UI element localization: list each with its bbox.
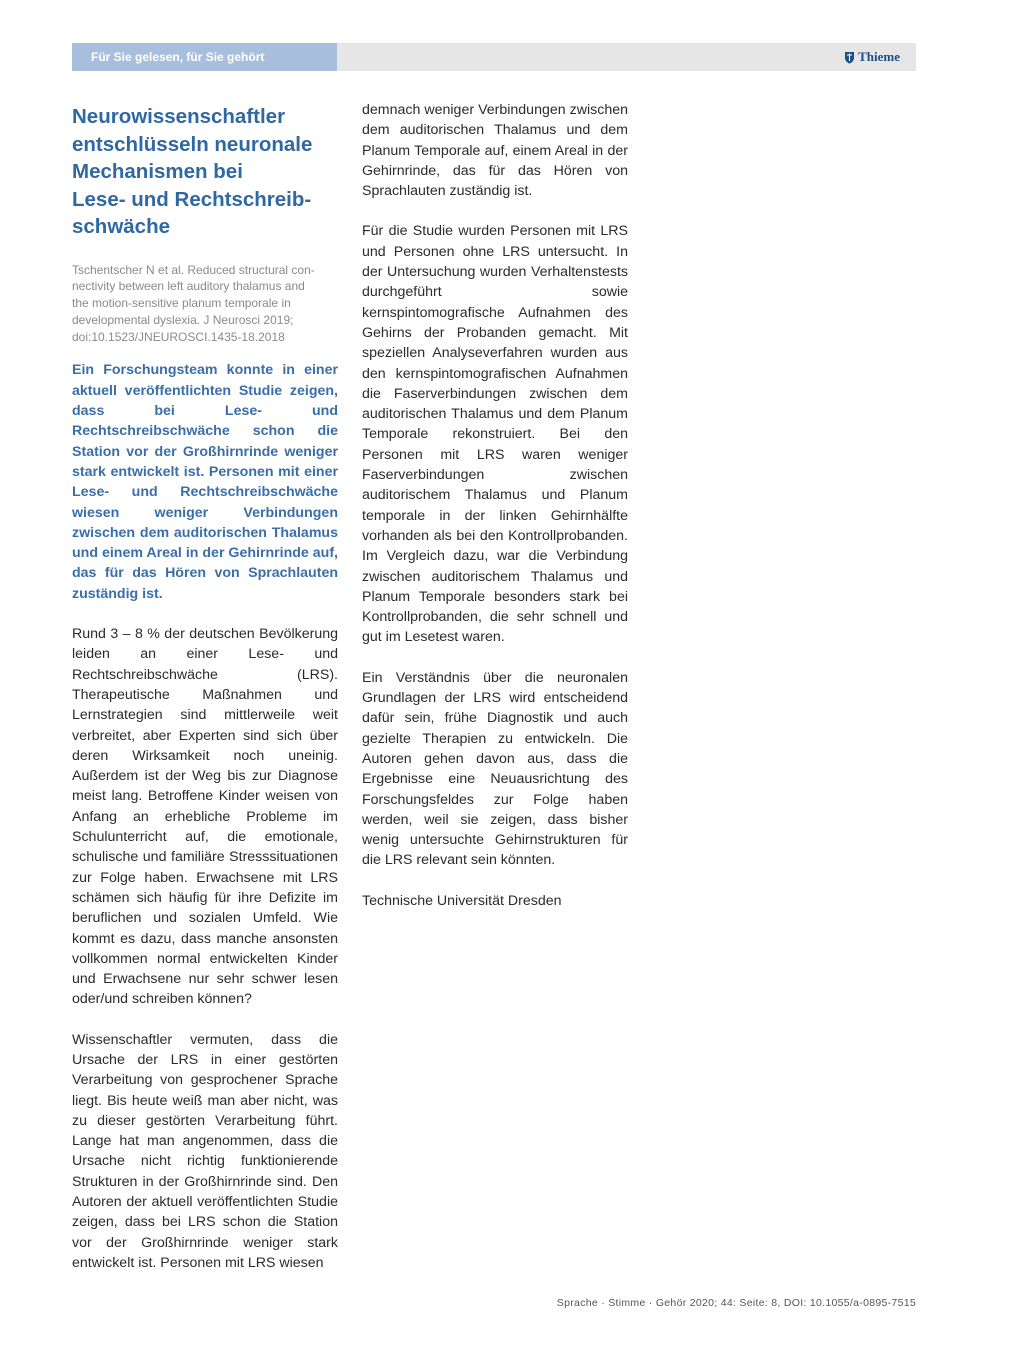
title-line: Lese- und Rechtschreib- [72,187,312,211]
citation-line: nectivity between left auditory thalamus and [72,279,305,294]
body-paragraph: demnach weniger Verbindungen zwischen dem auditorischen Thalamus und dem Planum Temporale auf, einem Areal in der Gehirnrinde, das für das Hören von Sprachlauten zuständig ist. [362,102,628,200]
citation-line: the motion-sensitive planum temporale in [72,296,291,311]
body-paragraph: Wissenschaftler vermuten, dass die Ursache der LRS in einer gestörten Verarbeitung von gesprochener Sprache liegt. Bis heute weiß man aber nicht, was zu dieser gestörten Verarbeitung führt. Lange hat man angenommen, dass die Ursache nicht richtig funktionierende Strukturen in der Großhirnrinde sind. Den Autoren der aktuell veröffentlichten Studie zeigen, dass bei LRS schon die Station vor der Großhirnrinde weniger stark entwickelt ist. Personen mit LRS wiesen [72,1031,338,1271]
reference-citation [72,262,338,346]
citation-line: doi:10.1523/JNEUROSCI.1435-18.2018 [72,329,285,344]
title-line: Neurowissenschaftler [72,105,286,128]
publisher-logo [844,43,900,71]
publisher-name: Thieme [858,49,900,64]
article-title [72,103,338,241]
title-line: schwäche [72,215,170,238]
body-paragraph: Rund 3 – 8 % der deutschen Bevölkerung leiden an einer Lese- und Rechtschreibschwäche (LRS). Therapeutische Maßnahmen und Lernstrategien sind mittlerweile weit verbreitet, aber Experten sind sich über deren Wirksamkeit noch uneinig. Außerdem ist der Weg bis zur Diagnose meist lang. Betroffene Kinder weisen von Anfang an erhebliche Probleme im Schulunterricht auf, die emotionale, schulische und familiäre Stresssituationen zur Folge haben. Erwachsene mit LRS schämen sich häufig für ihre Defizite im beruflichen und sozialen Umfeld. Wie kommt es dazu, dass manche ansonsten vollkommen normal entwickelten Kinder und Erwachsene nur sehr schwer lesen oder/und schreiben können? [72,626,338,1008]
title-line: Mechanismen bei [72,160,243,183]
journal-footer: Sprache · Stimme · Gehör 2020; 44: Seite: 8, DOI: 10.1055/a-0895-7515 [556,1297,916,1309]
thieme-crest-icon [844,51,855,64]
source-institution: Technische Universität Dresden [362,892,562,909]
header-bar [72,43,916,71]
abstract: Ein Forschungsteam konnte in einer aktuell veröffentlichten Studie zeigen, dass bei Lese- und Rechtschreibschwäche schon die Station vor der Großhirnrinde weniger stark entwickelt ist. Personen mit einer Lese- und Rechtschreibschwäche wiesen weniger Verbindungen zwischen dem auditorischen Thalamus und einem Areal in der Gehirnrinde auf, das für das Hören von Sprachlauten zuständig ist. [72,362,338,602]
title-line: entschlüsseln neuronale [72,132,313,156]
section-label: Für Sie gelesen, für Sie gehört [72,43,337,71]
right-column [362,100,628,911]
body-paragraph: Ein Verständnis über die neuronalen Grundlagen der LRS wird entscheidend dafür sein, frühe Diagnostik und auch gezielte Therapien zu entwickeln. Die Autoren gehen davon aus, dass die Ergebnisse eine Neuausrichtung des Forschungsfeldes zur Folge haben werden, weil sie zeigen, dass bisher wenig untersuchte Gehirnstrukturen für die LRS relevant sein könnten. [362,669,628,869]
left-column [72,100,338,1273]
citation-line: developmental dyslexia. J Neurosci 2019; [72,312,294,327]
citation-line: Tschentscher N et al. Reduced structural con- [72,262,315,277]
body-paragraph: Für die Studie wurden Personen mit LRS und Personen ohne LRS untersucht. In der Untersuchung wurden Verhaltenstests durchgeführt sowie kernspintomografische Aufnahmen des Gehirns der Probanden gemacht. Mit speziellen Analyseverfahren wurden aus den kernspintomografischen Aufnahmen die Faserverbindungen zwischen dem auditorischen Thalamus und dem Planum Temporale rekonstruiert. Bei den Personen mit LRS waren weniger Faserverbindungen zwischen auditorischem Thalamus und Planum temporale in der linken Gehirnhälfte vorhanden als bei den Kontrollprobanden. Im Vergleich dazu, war die Verbindung zwischen auditorischem Thalamus und Planum Temporale besonders stark bei Kontrollprobanden, die sehr schnell und gut im Lesetest waren. [362,223,628,646]
